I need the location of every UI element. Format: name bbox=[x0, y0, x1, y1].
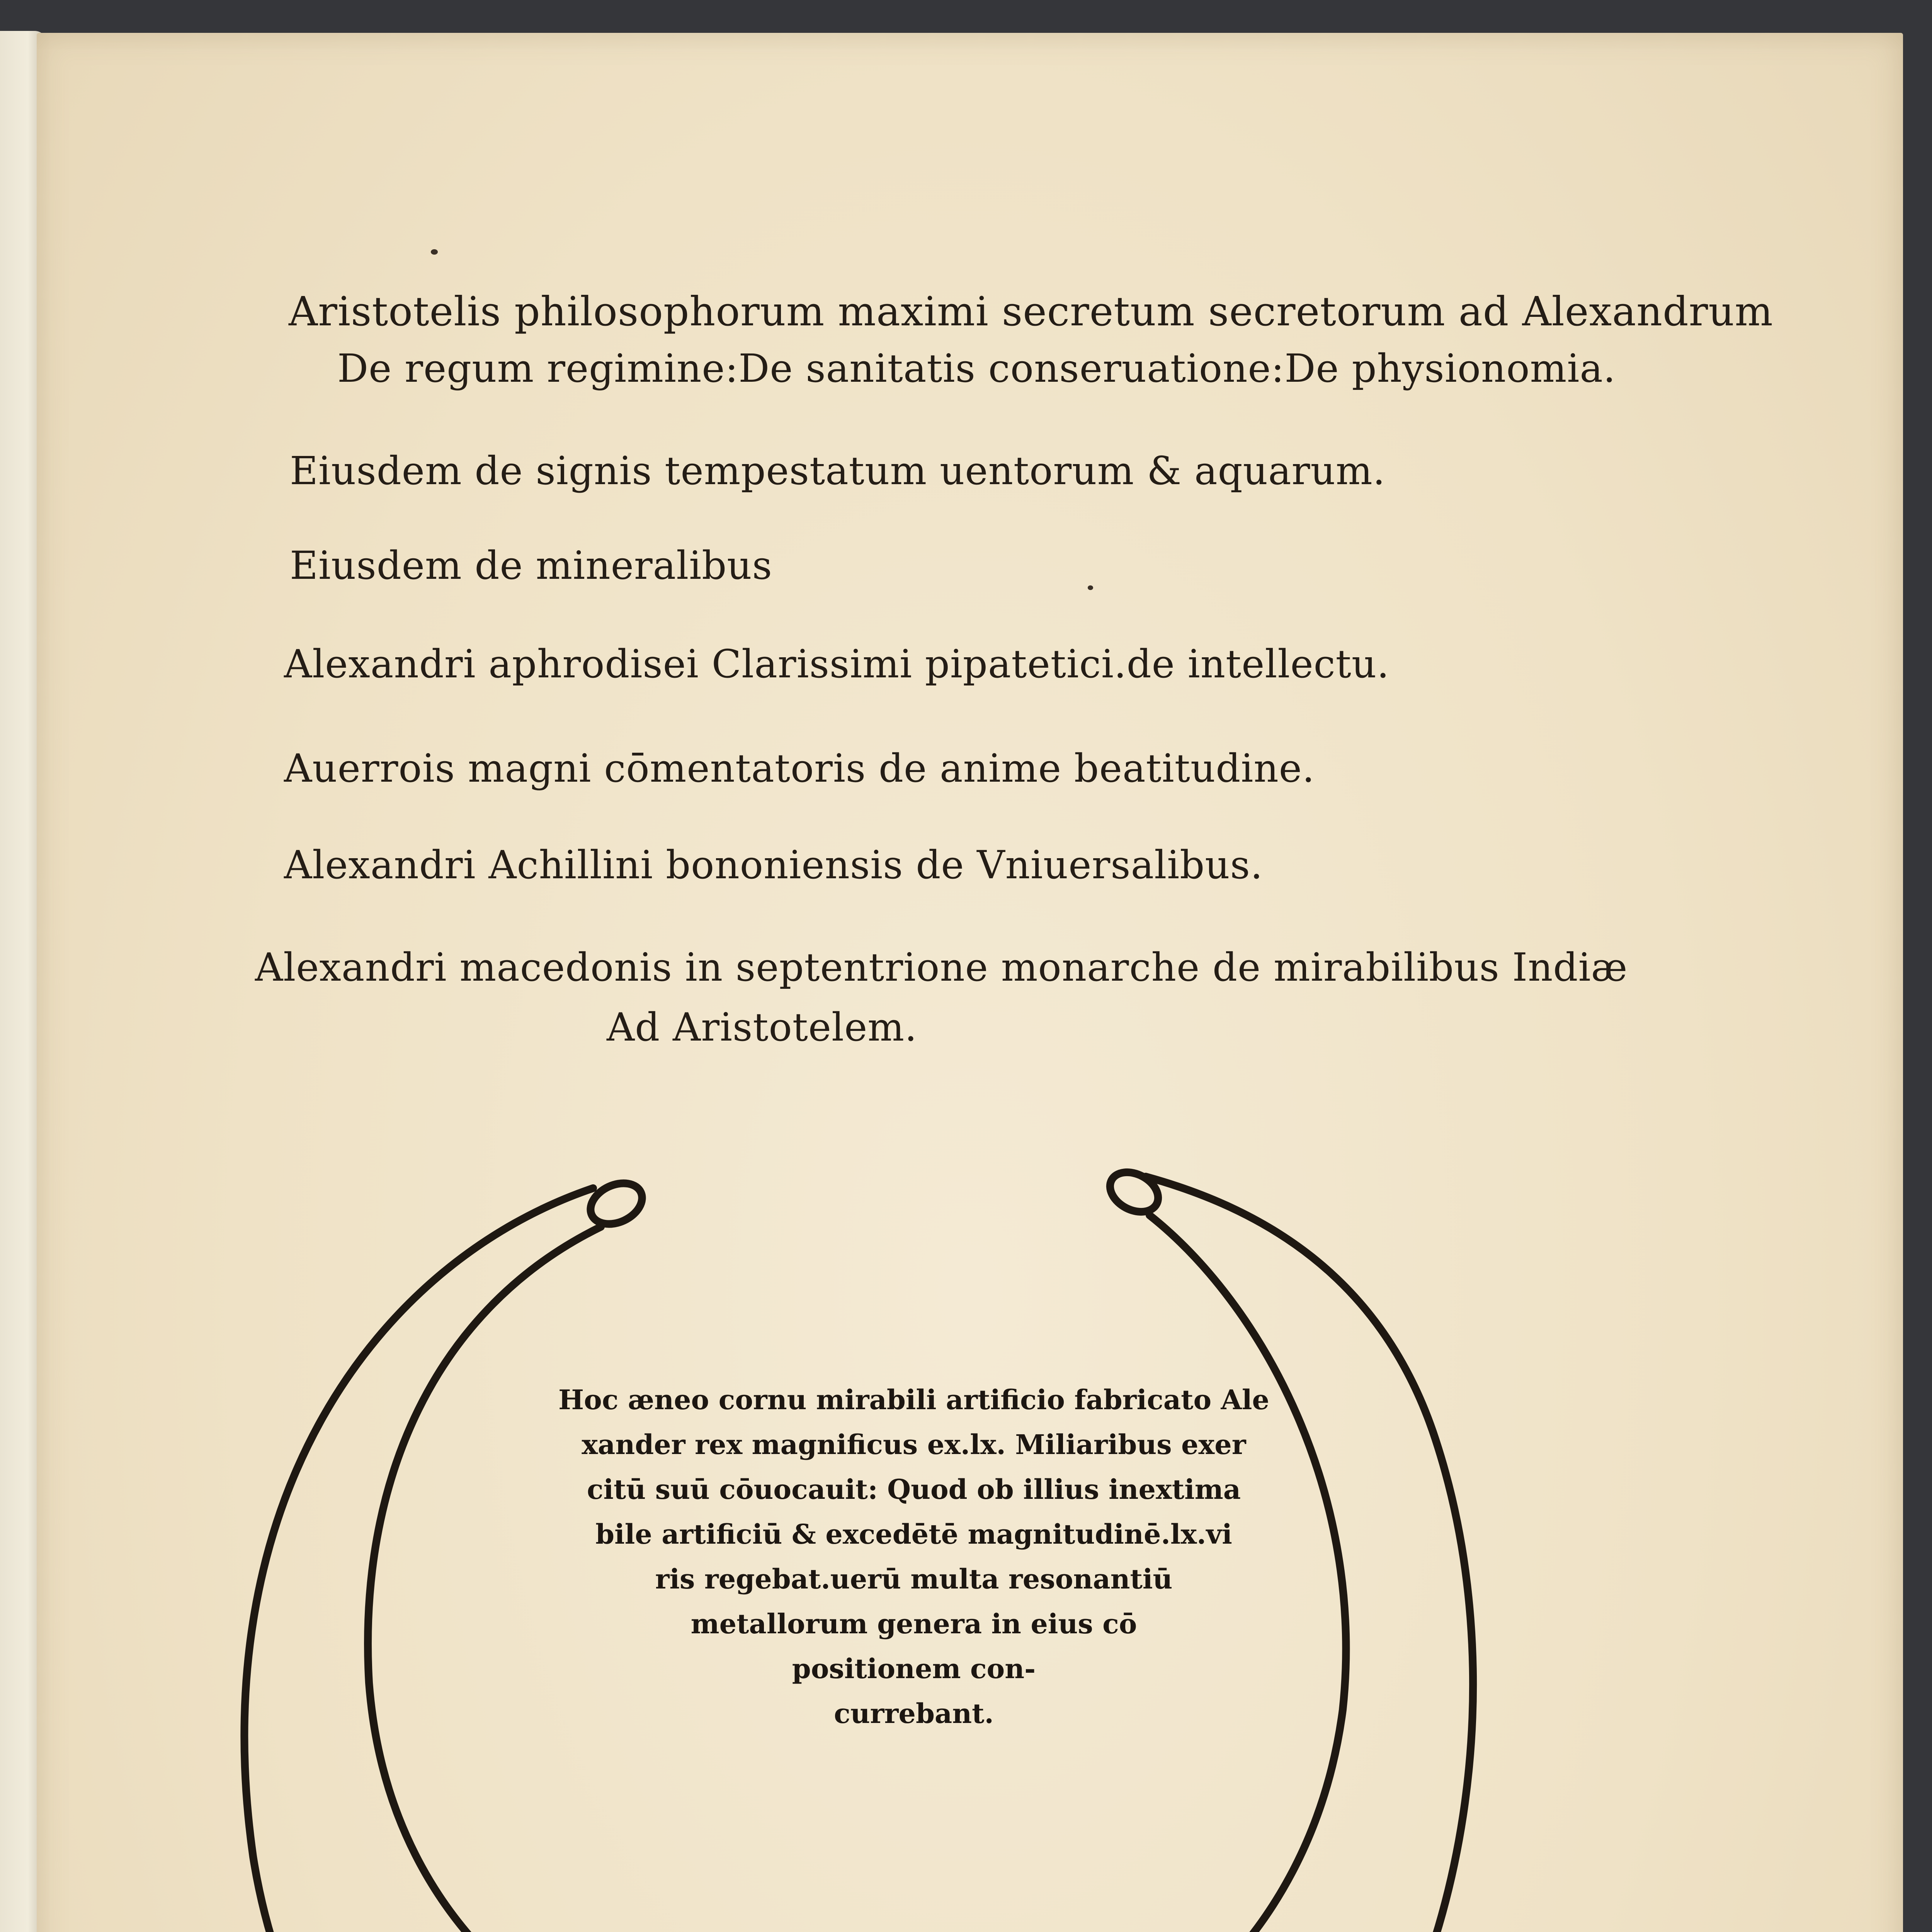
title-line-3: Eiusdem de signis tempestatum uentorum & aquarum. bbox=[290, 448, 1386, 493]
inscription-line-3: citū suū cōuocauit: Quod ob illius inextima bbox=[587, 1473, 1241, 1505]
ink-speck bbox=[1088, 585, 1093, 590]
title-line-8: Alexandri macedonis in septentrione monarche de mirabilibus Indiæ bbox=[255, 945, 1628, 990]
title-line-5: Alexandri aphrodisei Clarissimi pipatetici.de intellectu. bbox=[284, 641, 1390, 687]
title-line-4: Eiusdem de mineralibus bbox=[290, 543, 773, 588]
woodcut-inscription bbox=[547, 1378, 1281, 1736]
title-line-7: Alexandri Achillini bononiensis de Vniuersalibus. bbox=[284, 842, 1263, 888]
title-line-1: Aristotelis philosophorum maximi secretum secretorum ad Alexandrum bbox=[289, 288, 1773, 335]
inscription-line-2: xander rex magnificus ex.lx. Miliaribus exer bbox=[582, 1429, 1246, 1461]
inscription-line-6: metallorum genera in eius cō bbox=[690, 1608, 1137, 1640]
title-line-6: Auerrois magni cōmentatoris de anime beatitudine. bbox=[284, 746, 1315, 791]
title-line-2: De regum regimine:De sanitatis conseruatione:De physionomia. bbox=[337, 346, 1616, 391]
inscription-line-1: Hoc æneo cornu mirabili artificio fabricato Ale bbox=[558, 1384, 1269, 1416]
title-page bbox=[37, 33, 1903, 1932]
ink-speck bbox=[431, 249, 438, 255]
inscription-line-5: ris regebat.uerū multa resonantiū bbox=[655, 1563, 1173, 1595]
inscription-line-8: currebant. bbox=[834, 1697, 994, 1730]
inscription-line-7: positionem con- bbox=[792, 1653, 1036, 1685]
inscription-line-4: bile artificiū & excedētē magnitudinē.lx.vi bbox=[595, 1518, 1232, 1550]
title-line-9: Ad Aristotelem. bbox=[607, 1005, 917, 1050]
